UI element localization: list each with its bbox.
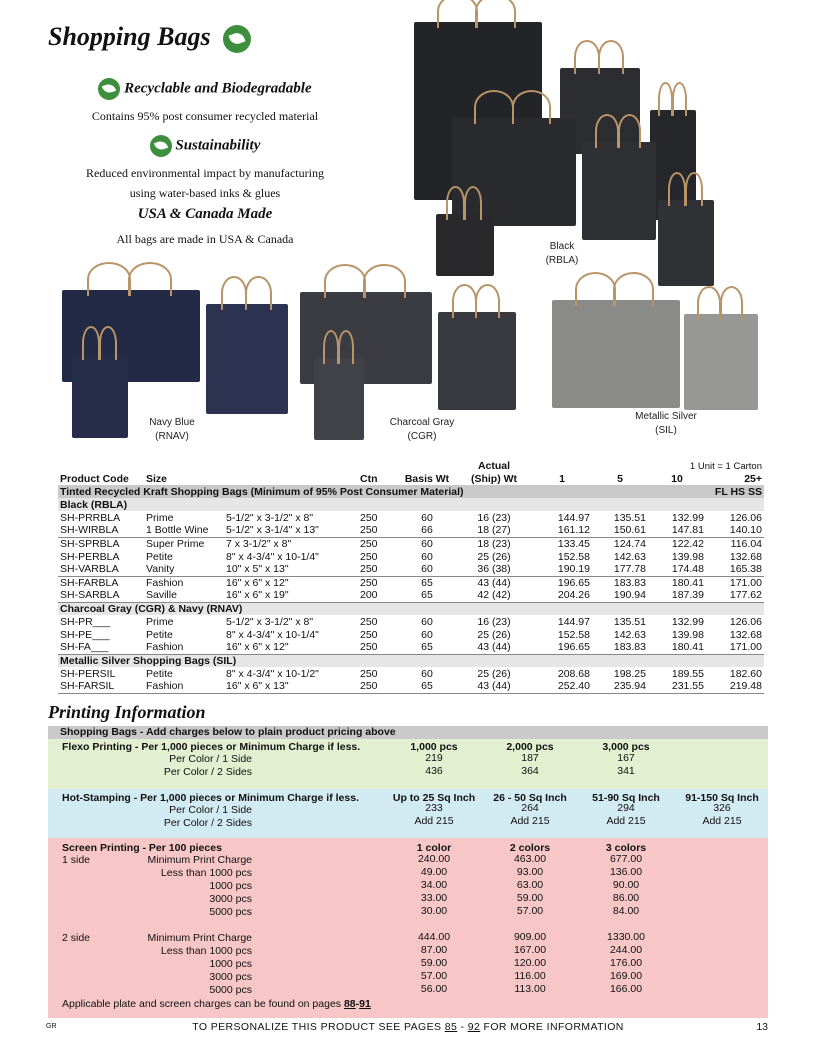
col-header: 51-90 Sq Inch — [592, 792, 660, 804]
product-code: SH-SARBLA — [58, 589, 144, 602]
price-cell: 59.00 — [516, 892, 544, 904]
product-code: SH-FARBLA — [60, 576, 119, 589]
style-name: Vanity — [144, 563, 224, 576]
price-25: 132.68 — [729, 628, 762, 641]
label-navy: Navy Blue (RNAV) — [149, 417, 195, 442]
screen-printing-section — [48, 838, 768, 1018]
group-header-row — [58, 602, 764, 615]
carton-qty: 250 — [358, 563, 398, 576]
carton-qty: 250 — [360, 628, 378, 641]
product-code: SH-FA___ — [58, 641, 144, 654]
price-5: 135.51 — [613, 511, 646, 524]
price-1: 196.65 — [532, 641, 592, 654]
col-header: Size — [146, 473, 168, 485]
style-name: Petite — [146, 667, 173, 680]
price-cell: 63.00 — [516, 879, 544, 891]
group-header-row — [58, 654, 764, 667]
col-header: Basis Wt — [404, 473, 450, 485]
carton-qty: 250 — [360, 537, 378, 550]
price-10: 189.55 — [671, 667, 704, 680]
actual-weight: 25 (26) — [477, 628, 511, 641]
label-silver: Metallic Silver (SIL) — [635, 411, 697, 436]
price-10: 180.41 — [648, 641, 706, 654]
bag-navy — [72, 354, 128, 438]
dimensions: 5-1/2" x 3-1/2" x 8" — [226, 511, 314, 524]
price-cell: 326 — [713, 802, 731, 814]
price-5: 150.61 — [592, 524, 648, 537]
price-25: 171.00 — [706, 641, 764, 654]
dimensions: 16" x 6" x 12" — [224, 641, 358, 654]
page-link[interactable]: 85 — [444, 1021, 458, 1033]
col-header: 1,000 pcs — [410, 741, 458, 753]
section-codes: FL HS SS — [648, 485, 764, 498]
price-cell: 136.00 — [609, 866, 643, 878]
style-name: Saville — [144, 589, 224, 602]
plate-charges-note: Applicable plate and screen charges can be found on pages 88-91 — [62, 998, 371, 1010]
label-black: Black (RBLA) — [545, 241, 579, 266]
price-10: 139.98 — [671, 628, 704, 641]
price-cell: 240.00 — [417, 853, 451, 865]
row-label: Minimum Print Charge — [147, 932, 252, 944]
table-row — [58, 615, 764, 628]
table-row — [58, 680, 764, 693]
table-row — [58, 628, 764, 641]
basis-weight: 66 — [398, 524, 456, 537]
price-1: 204.26 — [532, 589, 592, 602]
product-code: SH-FARSIL — [58, 680, 144, 693]
product-photo — [48, 0, 816, 452]
dimensions: 16" x 6" x 12" — [226, 576, 289, 589]
product-code: SH-VARBLA — [58, 563, 144, 576]
price-cell: 116.00 — [514, 970, 546, 982]
price-25: 126.06 — [729, 511, 762, 524]
price-cell: 30.00 — [420, 905, 448, 917]
col-header: 26 - 50 Sq Inch — [493, 792, 567, 804]
row-label: Per Color / 1 Side — [169, 804, 252, 816]
dimensions: 7 x 3-1/2" x 8" — [226, 537, 292, 550]
price-1: 144.97 — [557, 615, 590, 628]
price-cell: 167 — [617, 752, 635, 764]
price-1: 196.65 — [557, 576, 590, 589]
price-5: 135.51 — [613, 615, 646, 628]
row-label: 3000 pcs — [209, 893, 252, 905]
actual-weight: 18 (23) — [477, 537, 511, 550]
col-header: 3,000 pcs — [602, 741, 650, 753]
price-10: 174.48 — [648, 563, 706, 576]
basis-weight: 60 — [421, 628, 433, 641]
price-cell: 463.00 — [513, 853, 547, 865]
product-code: SH-PERBLA — [60, 550, 120, 563]
table-row — [58, 576, 764, 589]
price-cell: 57.00 — [420, 970, 448, 982]
feature-text: All bags are made in USA & Canada — [116, 232, 294, 246]
carton-qty: 250 — [360, 576, 378, 589]
price-cell: 86.00 — [612, 892, 640, 904]
price-1: 133.45 — [557, 537, 590, 550]
hot-label: Hot-Stamping - Per 1,000 pieces or Minimum Charge if less. — [62, 792, 359, 804]
price-cell: 176.00 — [609, 957, 643, 969]
actual-weight: 18 (27) — [456, 524, 532, 537]
price-cell: 56.00 — [420, 983, 448, 995]
price-cell: 93.00 — [516, 866, 544, 878]
product-code: SH-PE___ — [60, 628, 110, 641]
price-cell: Add 215 — [510, 815, 550, 827]
price-25: 177.62 — [706, 589, 764, 602]
section-title: Printing Information — [48, 702, 206, 722]
carton-qty: 250 — [360, 511, 378, 524]
row-label: 5000 pcs — [209, 906, 252, 918]
price-10: 132.99 — [671, 511, 704, 524]
product-code: SH-WIRBLA — [58, 524, 144, 537]
style-name: Super Prime — [146, 537, 205, 550]
group-title: Charcoal Gray (CGR) & Navy (RNAV) — [58, 602, 764, 615]
price-10: 180.41 — [671, 576, 704, 589]
actual-weight: 16 (23) — [477, 511, 511, 524]
col-header: 1 — [559, 473, 565, 485]
col-header: (Ship) Wt — [470, 473, 518, 485]
printing-header: Shopping Bags - Add charges below to plain product pricing above — [48, 726, 768, 739]
group-title: Metallic Silver Shopping Bags (SIL) — [58, 654, 764, 667]
col-header: 2 colors — [509, 842, 551, 854]
price-5: 177.78 — [592, 563, 648, 576]
price-cell: 436 — [425, 765, 443, 777]
basis-weight: 60 — [421, 550, 433, 563]
price-cell: 166.00 — [609, 983, 643, 995]
price-cell: 34.00 — [420, 879, 448, 891]
price-cell: 167.00 — [513, 944, 547, 956]
price-1: 144.97 — [557, 511, 590, 524]
bag-silver — [552, 300, 680, 408]
bag-black — [658, 200, 714, 286]
price-cell: 33.00 — [420, 892, 448, 904]
price-25: 132.68 — [729, 550, 762, 563]
price-25: 140.10 — [706, 524, 764, 537]
price-25: 116.04 — [730, 537, 762, 550]
col-header: 5 — [617, 473, 623, 485]
price-cell: 244.00 — [609, 944, 643, 956]
carton-qty: 250 — [358, 524, 398, 537]
style-name: Fashion — [146, 576, 184, 589]
price-1: 190.19 — [532, 563, 592, 576]
price-5: 190.94 — [592, 589, 648, 602]
table-row — [58, 589, 764, 602]
carton-qty: 200 — [358, 589, 398, 602]
group-header-row — [58, 498, 764, 511]
page-title: Shopping Bags — [48, 22, 251, 53]
side-label: 1 side — [62, 854, 91, 866]
price-5: 183.83 — [592, 641, 648, 654]
price-cell: 57.00 — [516, 905, 544, 917]
table-row — [58, 524, 764, 537]
page-link[interactable]: 88 — [343, 998, 356, 1010]
product-code: SH-SPRBLA — [60, 537, 120, 550]
price-1: 161.12 — [532, 524, 592, 537]
carton-qty: 250 — [358, 641, 398, 654]
dimensions: 5-1/2" x 3-1/4" x 13" — [224, 524, 358, 537]
price-cell: 219 — [425, 752, 443, 764]
carton-qty: 250 — [358, 680, 398, 693]
flexo-section — [48, 739, 768, 789]
style-name: Prime — [146, 615, 174, 628]
price-cell: 677.00 — [609, 853, 643, 865]
dimensions: 8" x 4-3/4" x 10-1/4" — [226, 628, 319, 641]
dimensions: 5-1/2" x 3-1/2" x 8" — [226, 615, 314, 628]
feature-text: Reduced environmental impact by manufacturing — [86, 166, 324, 180]
bag-charcoal — [314, 358, 364, 440]
price-25: 182.60 — [729, 667, 762, 680]
price-cell: 233 — [425, 802, 443, 814]
product-code: SH-PR___ — [60, 615, 111, 628]
page-link[interactable]: 92 — [467, 1021, 481, 1033]
price-cell: 187 — [521, 752, 539, 764]
style-name: Fashion — [144, 680, 224, 693]
product-code: SH-PERSIL — [60, 667, 116, 680]
style-name: Petite — [146, 550, 173, 563]
feature-heading: Sustainability — [175, 137, 261, 154]
basis-weight: 60 — [421, 537, 433, 550]
price-cell: Add 215 — [606, 815, 646, 827]
price-1: 252.40 — [532, 680, 592, 693]
price-10: 132.99 — [671, 615, 704, 628]
label-charcoal: Charcoal Gray (CGR) — [389, 417, 455, 442]
style-name: 1 Bottle Wine — [144, 524, 224, 537]
unit-note: 1 Unit = 1 Carton — [689, 461, 762, 472]
row-label: Minimum Print Charge — [147, 854, 252, 866]
actual-weight: 25 (26) — [477, 550, 511, 563]
col-header: 10 — [671, 473, 683, 485]
col-header: 2,000 pcs — [506, 741, 554, 753]
hot-stamping-section — [48, 789, 768, 838]
style-name: Prime — [146, 511, 174, 524]
row-label: 3000 pcs — [209, 971, 252, 983]
basis-weight: 60 — [421, 667, 433, 680]
col-header: 25+ — [744, 473, 762, 485]
price-10: 147.81 — [648, 524, 706, 537]
col-header: 91-150 Sq Inch — [685, 792, 759, 804]
price-cell: 59.00 — [420, 957, 448, 969]
row-label: Less than 1000 pcs — [160, 867, 252, 879]
basis-weight: 60 — [421, 615, 433, 628]
table-row — [58, 563, 764, 576]
actual-weight: 42 (42) — [456, 589, 532, 602]
feature-heading: Recyclable and Biodegradable — [124, 80, 312, 97]
actual-weight: 25 (26) — [477, 667, 511, 680]
carton-qty: 250 — [360, 550, 378, 563]
bag-black — [436, 214, 494, 276]
screen-label: Screen Printing - Per 100 pieces — [62, 842, 222, 854]
price-5: 124.74 — [613, 537, 646, 550]
row-label: 1000 pcs — [209, 958, 252, 970]
dimensions: 16" x 6" x 19" — [224, 589, 358, 602]
bag-silver — [684, 314, 758, 410]
bag-charcoal — [438, 312, 516, 410]
col-header: Product Code — [60, 473, 129, 485]
row-label: Less than 1000 pcs — [160, 945, 252, 957]
actual-weight: 43 (44) — [456, 641, 532, 654]
page-number: 13 — [756, 1021, 768, 1033]
row-label: Per Color / 2 Sides — [163, 817, 252, 829]
group-title: Black (RBLA) — [58, 498, 764, 511]
row-label: Per Color / 1 Side — [169, 753, 252, 765]
price-5: 183.83 — [613, 576, 646, 589]
bag-black — [582, 142, 656, 240]
price-25: 219.48 — [706, 680, 764, 693]
price-cell: 87.00 — [420, 944, 448, 956]
col-header: Up to 25 Sq Inch — [392, 792, 476, 804]
section-title: Tinted Recycled Kraft Shopping Bags (Minimum of 95% Post Consumer Material) — [58, 485, 648, 498]
section-header-row — [58, 485, 764, 498]
row-label: 1000 pcs — [209, 880, 252, 892]
basis-weight: 60 — [398, 563, 456, 576]
price-10: 122.42 — [671, 537, 704, 550]
footer-message: TO PERSONALIZE THIS PRODUCT SEE PAGES 85 - 92 FOR MORE INFORMATION — [192, 1021, 624, 1033]
carton-qty: 250 — [360, 615, 378, 628]
price-cell: 364 — [521, 765, 539, 777]
feature-text: using water-based inks & glues — [129, 186, 281, 200]
basis-weight: 65 — [398, 641, 456, 654]
style-name: Fashion — [144, 641, 224, 654]
dimensions: 8" x 4-3/4" x 10-1/4" — [226, 550, 319, 563]
style-name: Petite — [146, 628, 173, 641]
carton-qty: 250 — [360, 667, 378, 680]
actual-weight: 16 (23) — [477, 615, 511, 628]
price-cell: 341 — [617, 765, 635, 777]
table-row — [58, 550, 764, 563]
price-cell: 169.00 — [609, 970, 643, 982]
price-10: 187.39 — [648, 589, 706, 602]
price-cell: 84.00 — [612, 905, 640, 917]
price-cell: 264 — [521, 802, 539, 814]
feature-heading: USA & Canada Made — [137, 206, 273, 222]
price-1: 152.58 — [557, 550, 590, 563]
price-cell: 90.00 — [612, 879, 640, 891]
price-5: 198.25 — [613, 667, 646, 680]
price-cell: 113.00 — [514, 983, 546, 995]
price-10: 231.55 — [648, 680, 706, 693]
table-row — [58, 641, 764, 654]
price-cell: 120.00 — [513, 957, 547, 969]
price-5: 235.94 — [592, 680, 648, 693]
feature-text: Contains 95% post consumer recycled material — [91, 109, 319, 123]
col-header: Actual — [477, 460, 511, 472]
price-25: 165.38 — [706, 563, 764, 576]
price-1: 152.58 — [557, 628, 590, 641]
dimensions: 16" x 6" x 13" — [224, 680, 358, 693]
actual-weight: 43 (44) — [456, 680, 532, 693]
table-row — [58, 537, 764, 550]
actual-weight: 43 (44) — [477, 576, 511, 589]
col-header: 3 colors — [605, 842, 647, 854]
price-10: 139.98 — [671, 550, 704, 563]
price-cell: 49.00 — [420, 866, 448, 878]
basis-weight: 60 — [421, 511, 433, 524]
actual-weight: 36 (38) — [456, 563, 532, 576]
flexo-label: Flexo Printing - Per 1,000 pieces or Minimum Charge if less. — [62, 741, 361, 753]
dimensions: 8" x 4-3/4" x 10-1/2" — [226, 667, 319, 680]
basis-weight: 65 — [398, 680, 456, 693]
side-label: 2 side — [62, 932, 91, 944]
product-table — [58, 458, 764, 694]
table-row — [58, 511, 764, 524]
col-header: Ctn — [360, 473, 378, 485]
price-25: 171.00 — [729, 576, 762, 589]
basis-weight: 65 — [421, 576, 433, 589]
price-cell: Add 215 — [414, 815, 454, 827]
row-label: Per Color / 2 Sides — [163, 766, 252, 778]
price-5: 142.63 — [613, 550, 646, 563]
row-label: 5000 pcs — [209, 984, 252, 996]
price-25: 126.06 — [729, 615, 762, 628]
price-cell: 444.00 — [417, 931, 451, 943]
dimensions: 10" x 5" x 13" — [224, 563, 358, 576]
basis-weight: 65 — [398, 589, 456, 602]
price-1: 208.68 — [557, 667, 590, 680]
product-code: SH-PRRBLA — [60, 511, 121, 524]
price-cell: 294 — [617, 802, 635, 814]
page-link[interactable]: 91 — [359, 998, 371, 1010]
price-cell: 1330.00 — [607, 931, 645, 943]
col-header: 1 color — [416, 842, 452, 854]
price-cell: Add 215 — [702, 815, 742, 827]
price-5: 142.63 — [613, 628, 646, 641]
table-row — [58, 667, 764, 680]
price-cell: 909.00 — [513, 931, 547, 943]
footer-code: GR — [46, 1023, 57, 1030]
bag-navy — [206, 304, 288, 414]
